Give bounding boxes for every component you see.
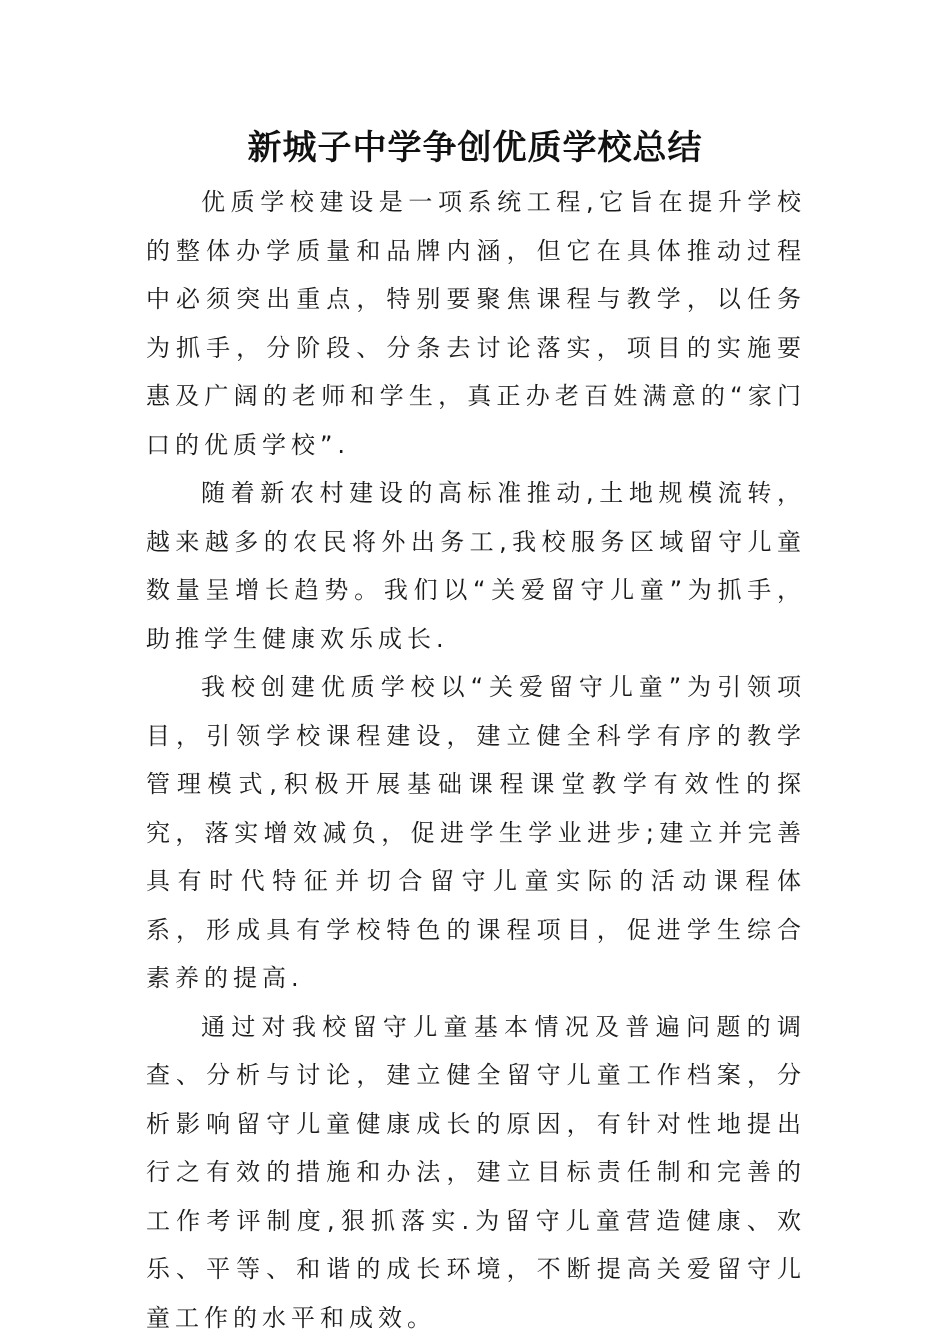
document-title: 新城子中学争创优质学校总结 [247, 128, 703, 168]
paragraph-3: 我校创建优质学校以“关爱留守儿童”为引领项目，引领学校课程建设，建立健全科学有序的教学管理模式,积极开展基础课程课堂教学有效性的探究，落实增效减负，促进学生学业进步;建立并完善具有时代特征并切合留守儿童实际的活动课程体系，形成具有学校特色的课程项目，促进学生综合素养的提高. [146, 673, 806, 992]
paragraph-2: 随着新农村建设的高标准推动,土地规模流转，越来越多的农民将外出务工,我校服务区域留守儿童数量呈增长趋势。我们以“关爱留守儿童”为抓手，助推学生健康欢乐成长. [146, 479, 806, 653]
paragraph-4: 通过对我校留守儿童基本情况及普遍问题的调查、分析与讨论，建立健全留守儿童工作档案，分析影响留守儿童健康成长的原因，有针对性地提出行之有效的措施和办法，建立目标责任制和完善的工作考评制度,狠抓落实.为留守儿童营造健康、欢乐、平等、和谐的成长环境，不断提高关爱留守儿童工作的水平和成效。 [146, 1012, 806, 1332]
document-body [146, 178, 806, 1342]
paragraph-1: 优质学校建设是一项系统工程,它旨在提升学校的整体办学质量和品牌内涵，但它在具体推动过程中必须突出重点，特别要聚焦课程与教学，以任务为抓手，分阶段、分条去讨论落实，项目的实施要惠及广阔的老师和学生，真正办老百姓满意的“家门口的优质学校”. [146, 188, 806, 459]
